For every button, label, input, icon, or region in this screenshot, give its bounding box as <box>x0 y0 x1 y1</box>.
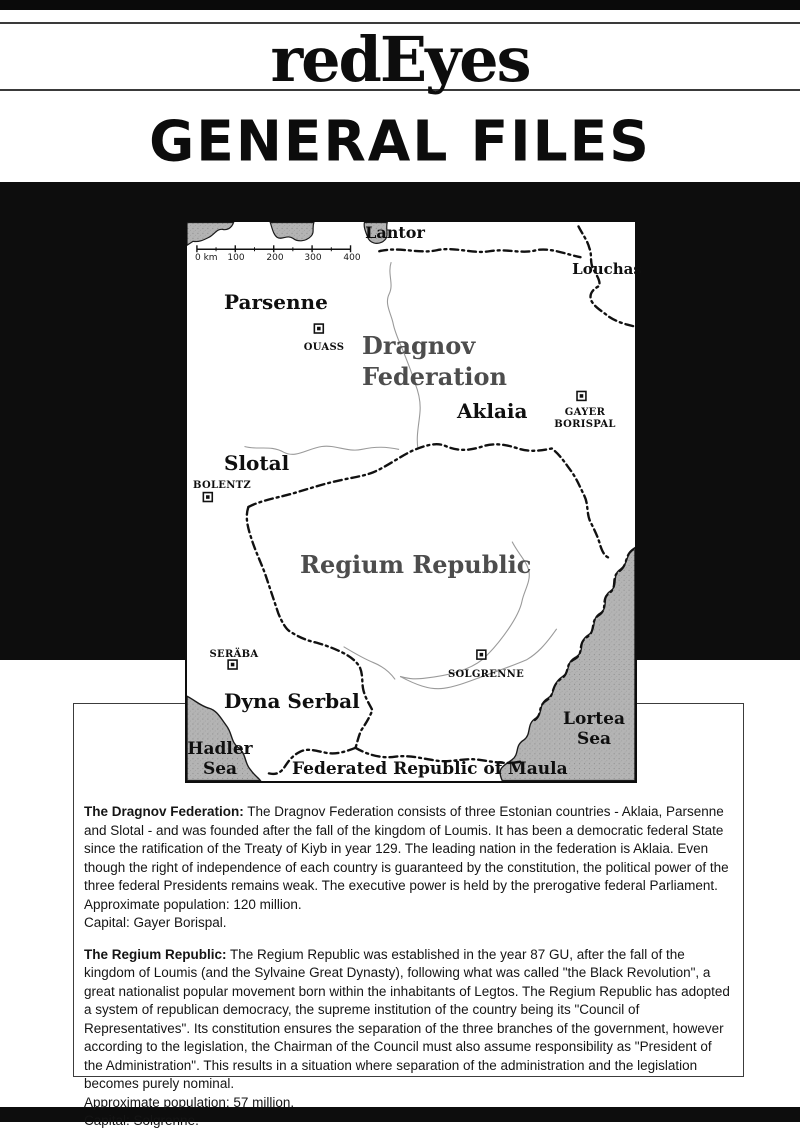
article-body: The Dragnov Federation consists of three Estonian countries - Aklaia, Parsenne and Slotal - and was founded after the fall of the kingdom of Loumis. It has been a democratic federal State since the ratification of the Treaty of Kiyb in year 129. The leading nation in the federation is Aklaia. Even though the right of independence of each country is guaranteed by the constitution, the political power of the three federal Presidents remains weak. The executive power is held by the prerogative federal Parliament. <box>84 804 729 893</box>
hadler-line1: Hadler <box>187 739 253 759</box>
article-paragraph <box>84 946 733 1094</box>
river-dyna <box>344 647 396 680</box>
article-population: Approximate population: 57 million. <box>84 1094 295 1110</box>
article-body: The Regium Republic was established in the year 87 GU, after the fall of the kingdom of Loumis (and the Sylvaine Great Dynasty), following what was called "the Black Revolution", a great nationalist popular movement born within the inhabitants of Legtos. The Regium Republic has adopted a system of republican democracy, the supreme institution of the country being its "Council of Representatives". Its constitution ensures the separation of the three branches of the government, however according to the legislation, the Chairman of the Council must also assume responsibility as "President of the Administration". This results in a situation where separation of the administration and the legislation becomes purely nominal. <box>84 946 730 1091</box>
map-label-hadler-sea <box>187 739 252 779</box>
map-label-gayer-borispal <box>554 407 616 431</box>
scale-tick-200: 200 <box>266 253 284 263</box>
map-label-ouass: OUASS <box>303 342 345 353</box>
coast-north-mid <box>270 222 314 240</box>
map-label-bolentz: BOLENTZ <box>193 480 251 491</box>
series-logo: redEyes <box>270 23 530 96</box>
article-title: The Regium Republic: <box>84 946 227 962</box>
map-label-maula: Federated Republic of Maula <box>292 759 568 779</box>
city-marker-solgrenne <box>477 650 486 659</box>
map-label-dragnov-line1: Dragnov <box>362 331 476 360</box>
article-capital: Capital: Solgrenne. <box>84 1113 199 1128</box>
city-marker-seraba <box>228 660 237 669</box>
map-label-dyna-serbal: Dyna Serbal <box>224 689 360 713</box>
map-label-seraba: SERÄBA <box>209 649 259 660</box>
border-north <box>379 249 580 257</box>
map-label-parsenne: Parsenne <box>224 290 328 314</box>
map-label-regium-republic: Regium Republic <box>300 550 532 579</box>
top-border-bar <box>0 0 800 10</box>
lortea-line2: Sea <box>576 729 612 749</box>
border-dragnov-regium <box>248 444 608 557</box>
map-label-aklaia: Aklaia <box>457 399 528 423</box>
map-label-lortea-sea <box>563 709 625 749</box>
city-marker-bolentz <box>203 493 212 502</box>
map-panel <box>185 220 642 783</box>
map-label-louchas: Louchas <box>572 260 642 278</box>
coast-north-west <box>187 222 234 245</box>
map-label-slotal: Slotal <box>224 451 290 475</box>
hadler-line2: Sea <box>202 759 238 779</box>
page-title: GENERAL FILES <box>149 108 651 174</box>
gayer-line2: BORISPAL <box>554 419 616 430</box>
info-text <box>84 803 733 1139</box>
map-label-dragnov-line2: Federation <box>362 362 507 391</box>
scale-tick-300: 300 <box>304 253 322 263</box>
city-marker-gayer-borispal <box>577 391 586 400</box>
article-dragnov-federation <box>84 803 733 933</box>
article-regium-republic <box>84 946 733 1131</box>
gayer-line1: GAYER <box>564 407 606 418</box>
scale-tick-0: 0 km <box>195 253 218 263</box>
scale-tick-400: 400 <box>343 253 361 263</box>
map-label-lantor: Lantor <box>365 223 425 242</box>
lortea-line1: Lortea <box>563 709 625 729</box>
map-label-dragnov-federation <box>362 330 507 392</box>
map-label-solgrenne: SOLGRENNE <box>447 669 525 680</box>
map-scale-bar <box>197 245 351 252</box>
article-population: Approximate population: 120 million. <box>84 896 302 912</box>
article-capital: Capital: Gayer Borispal. <box>84 915 227 930</box>
map-canvas <box>187 222 642 781</box>
article-paragraph <box>84 803 733 896</box>
city-marker-ouass <box>314 324 323 333</box>
scale-tick-100: 100 <box>227 253 245 263</box>
article-title: The Dragnov Federation: <box>84 804 244 819</box>
